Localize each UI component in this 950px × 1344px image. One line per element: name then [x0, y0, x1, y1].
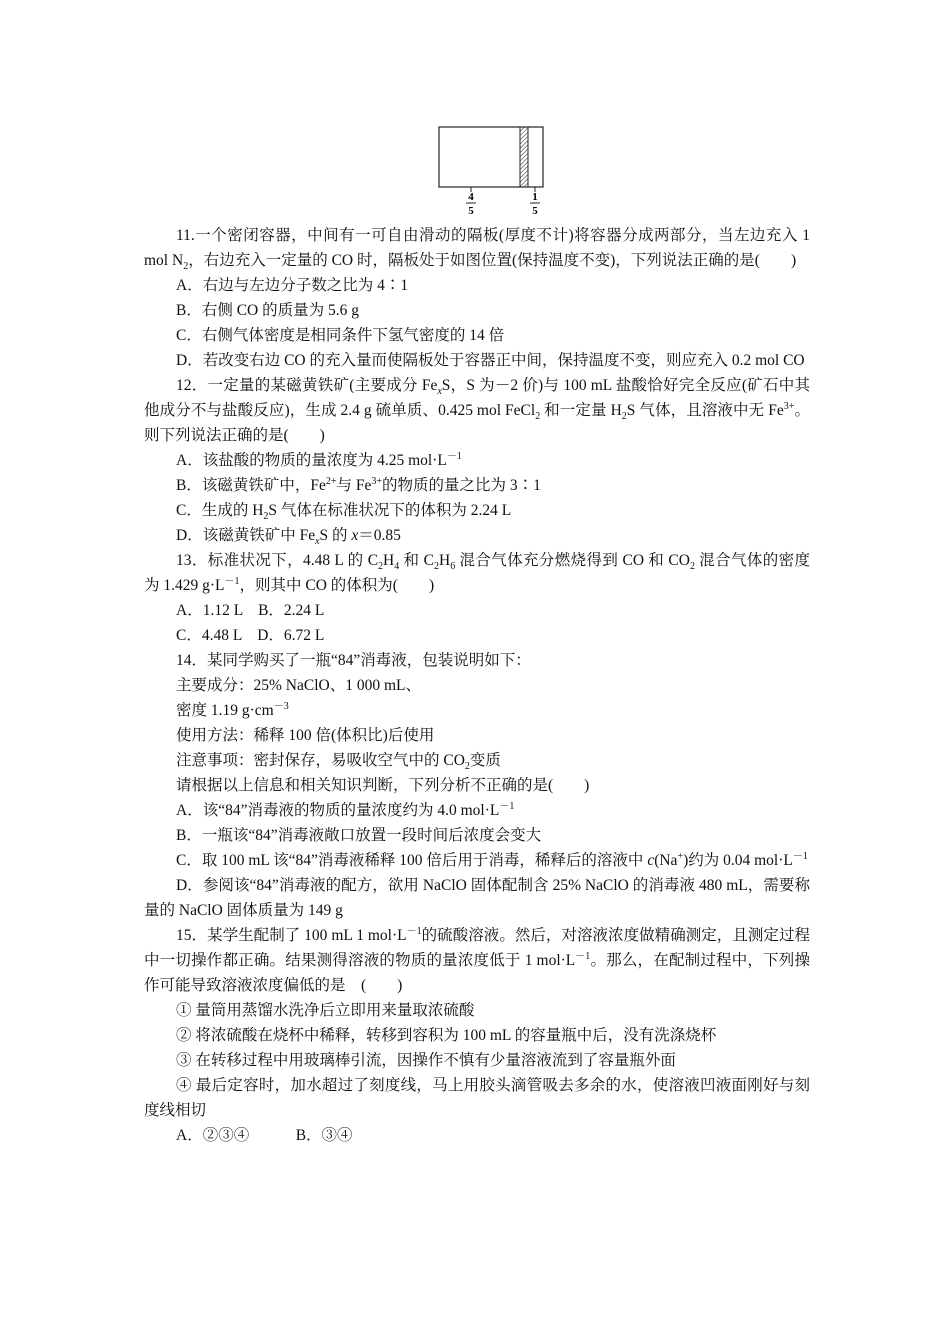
q14-option-a: A．该“84”消毒液的物质的量浓度约为 4.0 $mol\cdot L^{-1}$ [176, 800, 515, 819]
right-fraction-den: 5 [532, 205, 538, 217]
q13-stem: 13．标准状况下，4.48 L 的 $C_2H_4$ 和 $C_2H_6$ 混合气体充分燃烧得到 CO 和 $CO_2$ 混合气体的密度为 1.429 $g\cdot L^{-1}$，则其中 CO 的体积为( ) [144, 552, 810, 594]
q11-option-a: A．右边与左边分子数之比为 4∶1 [176, 277, 409, 294]
q15-item-1: ① 量筒用蒸馏水洗净后立即用来量取浓硫酸 [176, 1002, 475, 1019]
q11-option-b: B．右侧 CO 的质量为 5.6 g [176, 302, 359, 319]
q11-stem: 11.一个密闭容器，中间有一可自由滑动的隔板(厚度不计)将容器分成两部分，当左边充入 1 mol $N_2$，右边充入一定量的 CO 时，隔板处于如图位置(保持温度不变)，下列说法正确的是( ) [144, 227, 810, 273]
q15-options-ab: A．②③④ B．③④ [176, 1127, 353, 1144]
q15-stem: 15．某学生配制了 100 mL 1 $mol\cdot L^{-1}$的硫酸溶液。然后，对溶液浓度做精确测定，且测定过程中一切操作都正确。结果测得溶液的物质的量浓度低于 1 $mol\cdot L^{-1}$。那么，在配制过程中，下列操作可能导致溶液浓度偏低的是 ( ) [144, 925, 810, 994]
q14-label-usage: 使用方法：稀释 100 倍(体积比)后使用 [176, 727, 435, 744]
q14-option-d: D．参阅该“84”消毒液的配方，欲用 NaClO 固体配制含 25% NaClO 的消毒液 480 mL，需要称量的 NaClO 固体质量为 149 g [144, 877, 810, 919]
q11-option-d: D．若改变右边 CO 的充入量而使隔板处于容器正中间，保持温度不变，则应充入 0.2 mol CO [176, 352, 805, 369]
q14-option-b: B．一瓶该“84”消毒液敞口放置一段时间后浓度会变大 [176, 827, 542, 844]
left-fraction-num: 4 [468, 191, 474, 203]
q15-item-3: ③ 在转移过程中用玻璃棒引流，因操作不慎有少量溶液流到了容量瓶外面 [176, 1052, 676, 1069]
q14-stem: 14．某同学购买了一瓶“84”消毒液，包装说明如下： [176, 652, 531, 669]
partition-board [520, 127, 528, 187]
q12-stem: 12．一定量的某磁黄铁矿(主要成分 $Fe_xS$，S 为－2 价)与 100 mL 盐酸恰好完全反应(矿石中其他成分不与盐酸反应)，生成 2.4 g 硫单质、0.425 mol FeCl$_2$ 和一定量 $H_2S$ 气体，且溶液中无 $Fe^{3+}$。则下列说法正确的是( ) [144, 377, 810, 444]
q14-label-notes: 注意事项：密封保存，易吸收空气中的 $CO_2$变质 [176, 752, 501, 773]
right-fraction-num: 1 [532, 191, 538, 203]
left-fraction-den: 5 [468, 205, 474, 217]
q14-label-ingredients: 主要成分：25% NaClO、1 000 mL、 [176, 677, 421, 694]
q12-option-b: B．该磁黄铁矿中，$Fe^{2+}$与 $Fe^{3+}$的物质的量之比为 3∶1 [176, 475, 541, 494]
q14-prompt: 请根据以上信息和相关知识判断，下列分析不正确的是( ) [176, 777, 590, 794]
question-content [144, 223, 810, 1148]
q14-label-density: 密度 1.19 $g\cdot cm^{-3}$ [176, 700, 289, 719]
q11-option-c: C．右侧气体密度是相同条件下氢气密度的 14 倍 [176, 327, 505, 344]
container-diagram [436, 126, 548, 218]
q13-options-ab: A．1.12 L B．2.24 L [176, 602, 325, 619]
q12-option-d: D．该磁黄铁矿中 $Fe_xS$ 的 x＝0.85 [176, 527, 401, 548]
q12-option-c: C．生成的 $H_2S$ 气体在标准状况下的体积为 2.24 L [176, 502, 512, 523]
q14-option-c: C．取 100 mL 该“84”消毒液稀释 100 倍后用于消毒，稀释后的溶液中 c(Na+)约为 0.04 $mol\cdot L^{-1}$ [176, 850, 808, 869]
q15-item-4: ④ 最后定容时，加水超过了刻度线，马上用胶头滴管吸去多余的水，使溶液凹液面刚好与刻度线相切 [144, 1077, 810, 1119]
q15-item-2: ② 将浓硫酸在烧杯中稀释，转移到容积为 100 mL 的容量瓶中后，没有洗涤烧杯 [176, 1027, 717, 1044]
q13-options-cd: C．4.48 L D．6.72 L [176, 627, 325, 644]
q12-option-a: A．该盐酸的物质的量浓度为 4.25 $mol\cdot L^{-1}$ [176, 450, 462, 469]
